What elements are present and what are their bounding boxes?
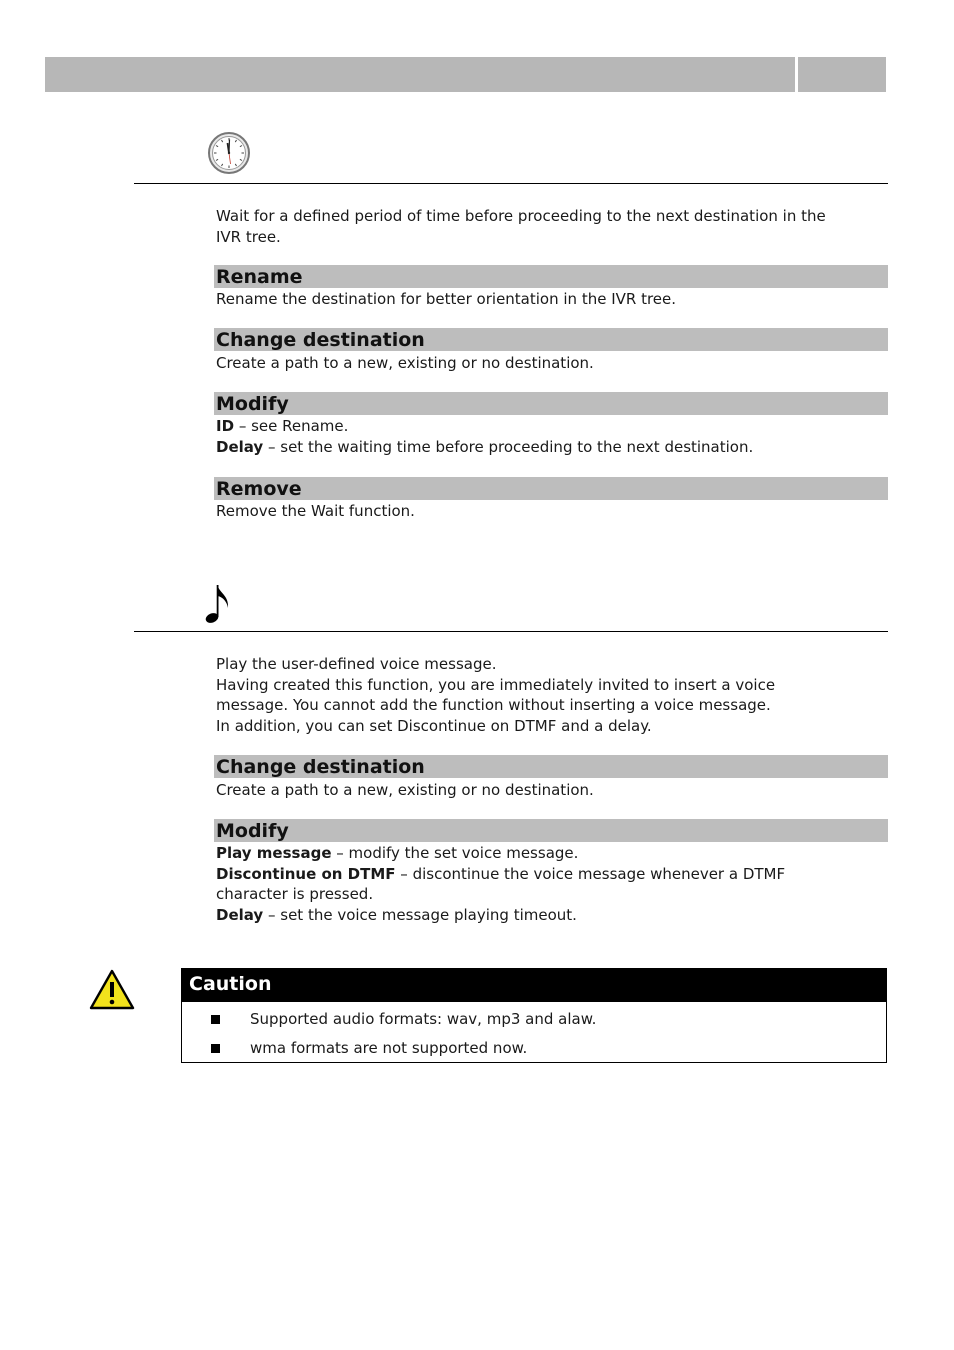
remove-heading: Remove — [214, 477, 888, 500]
modify-item: Discontinue on DTMF – discontinue the voice message whenever a DTMF — [216, 864, 786, 883]
clock-icon — [207, 131, 251, 175]
header-bar — [45, 57, 795, 92]
warning-icon — [89, 969, 135, 1011]
modify-list — [216, 843, 886, 925]
rename-heading: Rename — [214, 265, 888, 288]
caution-box: Caution Supported audio formats: wav, mp3 and alaw. wma formats are not supported now. — [181, 968, 887, 1063]
bullet-icon — [211, 1015, 220, 1024]
modify-heading: Modify — [214, 819, 888, 842]
music-note-icon — [202, 582, 234, 626]
wait-description: Wait for a defined period of time before proceeding to the next destination in the IVR tree. — [216, 207, 826, 246]
section-divider — [134, 183, 888, 184]
modify-item: Play message – modify the set voice message. — [216, 844, 579, 862]
play-description: Play the user-defined voice message. Having created this function, you are immediately invited to insert a voice message. You cannot add the function without inserting a voice message. In addition, you can set Discontinue on DTMF and a delay. — [216, 655, 776, 735]
bullet-icon — [211, 1044, 220, 1053]
rename-text: Rename the destination for better orientation in the IVR tree. — [216, 290, 677, 308]
change-destination-text: Create a path to a new, existing or no destination. — [216, 354, 594, 372]
modify-item: ID – see Rename. — [216, 417, 349, 435]
remove-text: Remove the Wait function. — [216, 502, 415, 520]
change-destination-heading: Change destination — [214, 755, 888, 778]
header-page-box — [798, 57, 886, 92]
modify-item: Delay – set the waiting time before proceeding to the next destination. — [216, 437, 754, 456]
change-destination-text: Create a path to a new, existing or no destination. — [216, 781, 594, 799]
change-destination-heading: Change destination — [214, 328, 888, 351]
modify-heading: Modify — [214, 392, 888, 415]
modify-item: character is pressed. — [216, 885, 374, 903]
caution-title: Caution — [182, 969, 886, 1002]
modify-list — [216, 416, 886, 457]
section-divider — [134, 631, 888, 632]
modify-item: Delay – set the voice message playing timeout. — [216, 905, 577, 924]
